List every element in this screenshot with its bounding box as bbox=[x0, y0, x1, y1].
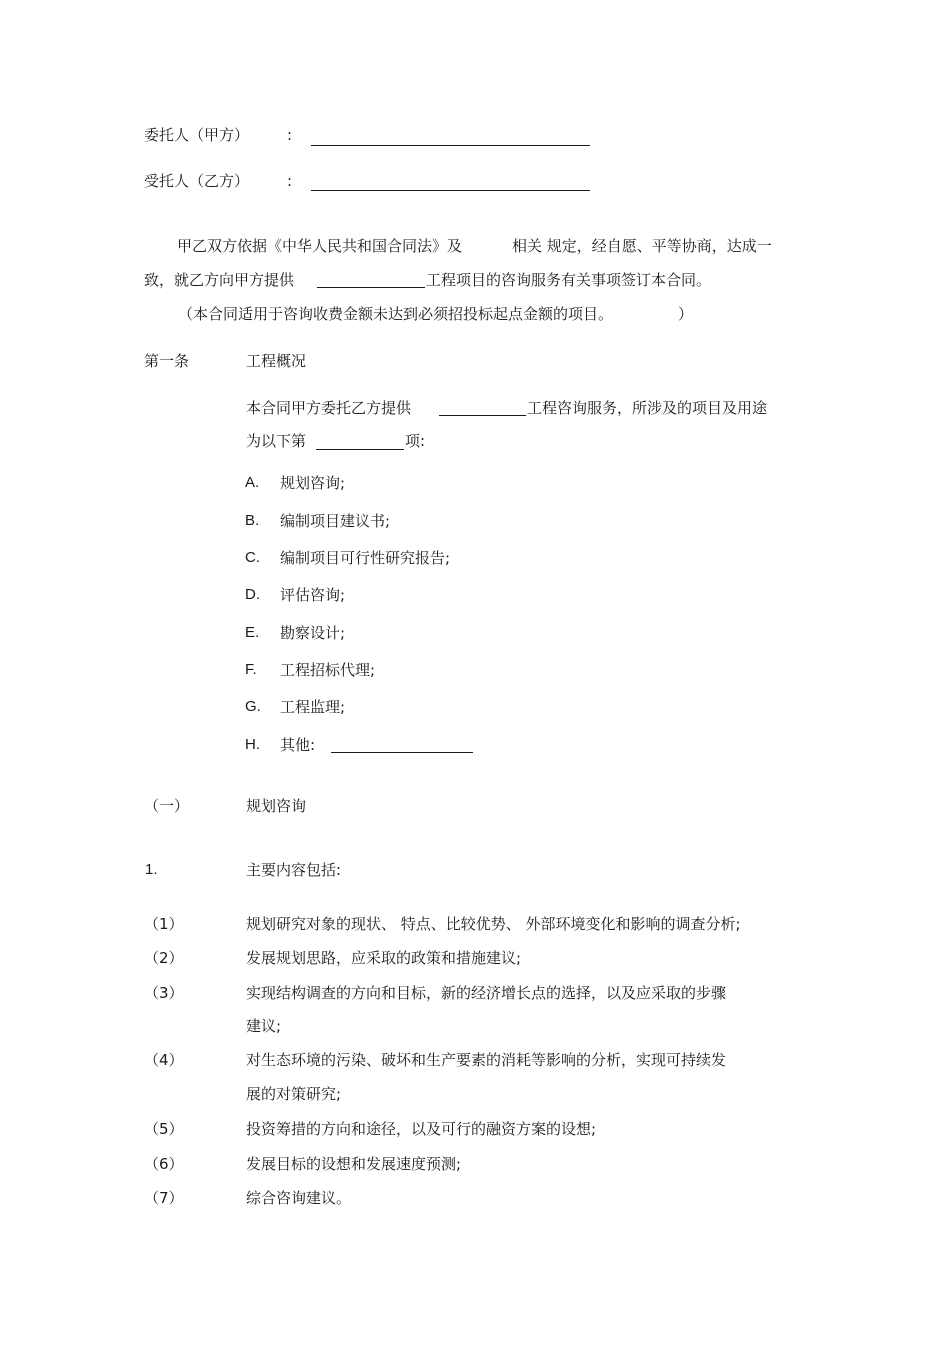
subitem-number: （4） bbox=[144, 1051, 184, 1069]
client-colon: : bbox=[287, 126, 293, 144]
option-text: 规划咨询; bbox=[280, 474, 346, 492]
subitem-number: （3） bbox=[144, 984, 184, 1002]
option-letter: F. bbox=[245, 661, 257, 678]
article-title: 工程概况 bbox=[246, 352, 307, 370]
section-number: （一） bbox=[144, 797, 190, 815]
service-blank bbox=[439, 415, 526, 416]
contractor-colon: : bbox=[287, 172, 293, 190]
contractor-name-blank bbox=[311, 190, 590, 191]
subitem-number: （5） bbox=[144, 1120, 184, 1138]
subitem-text: 投资筹措的方向和途径，以及可行的融资方案的设想; bbox=[246, 1120, 597, 1138]
option-letter: D. bbox=[245, 586, 260, 603]
option-letter: C. bbox=[245, 549, 260, 566]
client-name-blank bbox=[311, 145, 590, 146]
option-letter: A. bbox=[245, 474, 260, 491]
article-para-line2-b: 项: bbox=[405, 432, 426, 450]
option-text: 编制项目可行性研究报告; bbox=[280, 549, 451, 567]
option-text: 勘察设计; bbox=[280, 624, 346, 642]
subitem-text: 发展规划思路，应采取的政策和措施建议; bbox=[246, 949, 522, 967]
applicability-note-close: ） bbox=[678, 305, 694, 323]
option-text: 工程监理; bbox=[280, 698, 346, 716]
option-letter: B. bbox=[245, 512, 260, 529]
option-text: 其他: bbox=[280, 736, 316, 754]
project-name-blank bbox=[317, 287, 425, 288]
subitem-number: （7） bbox=[144, 1189, 184, 1207]
option-text: 编制项目建议书; bbox=[280, 512, 391, 530]
contractor-label: 受托人（乙方） bbox=[144, 172, 250, 190]
subitem-text: 综合咨询建议。 bbox=[246, 1189, 352, 1207]
intro-line2-b: 工程项目的咨询服务有关事项签订本合同。 bbox=[426, 271, 712, 289]
subitem-text-continued: 建议; bbox=[246, 1017, 282, 1035]
item-choice-blank bbox=[316, 449, 404, 450]
item-number: 1. bbox=[145, 861, 158, 878]
client-label: 委托人（甲方） bbox=[144, 126, 250, 144]
option-letter: H. bbox=[245, 736, 260, 753]
subitem-number: （2） bbox=[144, 949, 184, 967]
section-title: 规划咨询 bbox=[246, 797, 307, 815]
option-text: 工程招标代理; bbox=[280, 661, 376, 679]
applicability-note: （本合同适用于咨询收费金额未达到必须招投标起点金额的项目。 bbox=[178, 305, 614, 323]
article-para-line1-a: 本合同甲方委托乙方提供 bbox=[246, 399, 412, 417]
intro-line2-a: 致，就乙方向甲方提供 bbox=[144, 271, 295, 289]
item-text: 主要内容包括: bbox=[246, 861, 342, 879]
intro-line1-a: 甲乙双方依据《中华人民共和国合同法》及 bbox=[177, 237, 463, 255]
intro-line1-b: 相关 规定，经自愿、平等协商，达成一 bbox=[512, 237, 772, 255]
subitem-number: （6） bbox=[144, 1155, 184, 1173]
article-para-line2-a: 为以下第 bbox=[246, 432, 307, 450]
subitem-text: 对生态环境的污染、破坏和生产要素的消耗等影响的分析，实现可持续发 bbox=[246, 1051, 727, 1069]
subitem-text-continued: 展的对策研究; bbox=[246, 1085, 342, 1103]
subitem-text: 实现结构调查的方向和目标，新的经济增长点的选择，以及应采取的步骤 bbox=[246, 984, 727, 1002]
subitem-text: 发展目标的设想和发展速度预测; bbox=[246, 1155, 462, 1173]
option-letter: G. bbox=[245, 698, 261, 715]
option-letter: E. bbox=[245, 624, 260, 641]
subitem-text: 规划研究对象的现状、 特点、比较优势、 外部环境变化和影响的调查分析; bbox=[246, 915, 741, 933]
subitem-number: （1） bbox=[144, 915, 184, 933]
option-text: 评估咨询; bbox=[280, 586, 346, 604]
other-blank bbox=[331, 752, 473, 753]
article-number: 第一条 bbox=[144, 352, 190, 370]
article-para-line1-b: 工程咨询服务，所涉及的项目及用途 bbox=[527, 399, 768, 417]
